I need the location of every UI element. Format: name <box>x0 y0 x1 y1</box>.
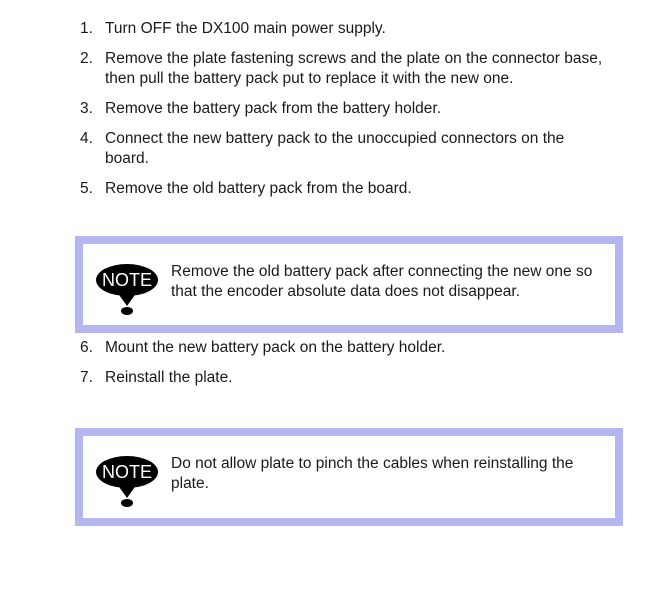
step-item <box>0 19 605 39</box>
step-item <box>0 49 605 89</box>
step-text: Reinstall the plate. <box>105 369 233 386</box>
step-number: 6. <box>80 339 93 356</box>
step-number: 1. <box>80 20 93 37</box>
step-number: 5. <box>80 180 93 197</box>
note-icon <box>95 454 159 510</box>
step-text: Remove the battery pack from the battery holder. <box>105 100 442 117</box>
step-number: 3. <box>80 100 93 117</box>
step-number: 2. <box>80 50 93 67</box>
note-text: Remove the old battery pack after connecting the new one so that the encoder absolute data does not disappear. <box>171 263 593 300</box>
step-item <box>0 338 605 358</box>
step-item <box>0 99 605 119</box>
step-text: Turn OFF the DX100 main power supply. <box>105 20 386 37</box>
note-box-1 <box>75 236 623 333</box>
note-icon-label: NOTE <box>101 270 153 290</box>
note-box-2 <box>75 428 623 526</box>
step-text: Mount the new battery pack on the battery holder. <box>105 339 446 356</box>
step-number: 7. <box>80 369 93 386</box>
step-item <box>0 368 605 388</box>
steps-list-1 <box>0 19 605 199</box>
note-text: Do not allow plate to pinch the cables when reinstalling the plate. <box>171 455 574 492</box>
step-item <box>0 129 605 169</box>
note-icon <box>95 262 159 318</box>
note-icon-label: NOTE <box>101 462 153 482</box>
step-number: 4. <box>80 130 93 147</box>
step-text: Remove the plate fastening screws and the plate on the connector base, then pull the battery pack put to replace it with the new one. <box>105 50 603 87</box>
steps-list-2 <box>0 338 605 388</box>
step-text: Remove the old battery pack from the board. <box>105 180 412 197</box>
step-item <box>0 179 605 199</box>
step-text: Connect the new battery pack to the unoccupied connectors on the board. <box>105 130 565 167</box>
